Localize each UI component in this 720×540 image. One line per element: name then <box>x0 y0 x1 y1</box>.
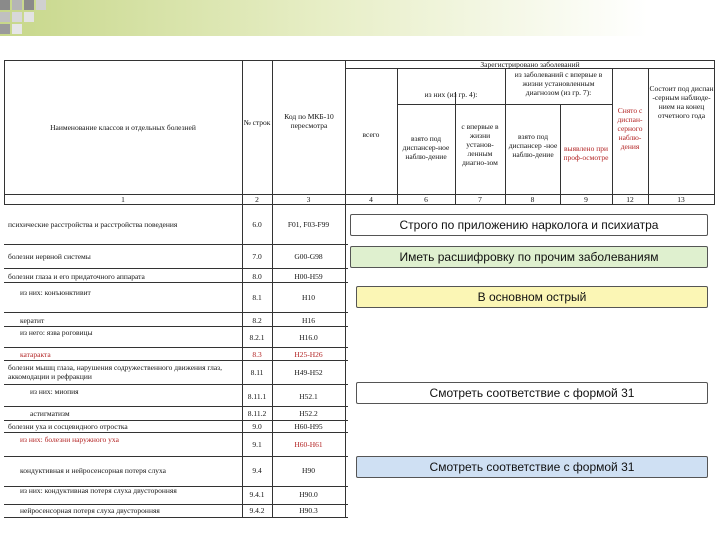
note-other: Иметь расшифровку по прочим заболеваниям <box>350 246 708 268</box>
note-form31-b: Смотреть соответствие с формой 31 <box>356 456 708 478</box>
row-code: H90 <box>302 466 315 475</box>
row-num: 6.0 <box>252 220 262 229</box>
row-num: 9.1 <box>252 440 262 449</box>
header-of-diseases: из заболеваний с впервые в жизни установленным диагнозом (из гр. 7): <box>514 70 603 97</box>
deco-square <box>0 0 10 10</box>
header-registered: Зарегистрировано заболеваний <box>480 60 580 69</box>
row-name: из них: болезни наружного уха <box>20 435 119 444</box>
header-first-time: с впервые в жизни установ-ленным диагно-зом <box>461 122 499 167</box>
row-name: болезни нервной системы <box>8 252 91 261</box>
row-name: болезни мышц глаза, нарушения содружественного движения глаз, аккомодации и рефракции <box>8 363 222 381</box>
header-consists: Состоит под диспан -серным наблюде-нием на конец отчетного года <box>649 84 714 120</box>
row-code: H49-H52 <box>294 368 323 377</box>
deco-square <box>12 24 22 34</box>
row-code: H52.1 <box>299 392 318 401</box>
col-number: 6 <box>424 195 428 204</box>
header-found-prof: выявлено при проф-осмотре <box>563 144 609 162</box>
slide-decoration <box>0 0 720 46</box>
row-num: 8.0 <box>252 272 262 281</box>
row-num: 8.11.2 <box>247 409 267 418</box>
col-number: 1 <box>121 195 125 204</box>
note-form31-a: Смотреть соответствие с формой 31 <box>356 382 708 404</box>
col-number: 8 <box>530 195 535 204</box>
statistics-table <box>0 60 720 540</box>
header-taken-dispensary2: взято под диспансер -ное наблю-дение <box>508 132 558 159</box>
row-num: 9.4 <box>252 466 262 475</box>
note-narcolog: Строго по приложению нарколога и психиатра <box>350 214 708 236</box>
row-num: 9.4.2 <box>249 506 265 515</box>
col-number: 13 <box>677 195 685 204</box>
row-num: 8.1 <box>252 293 262 302</box>
row-name: болезни глаза и его придаточного аппарата <box>8 272 145 281</box>
header-total: всего <box>362 130 380 139</box>
col-number: 4 <box>369 195 373 204</box>
deco-square <box>12 0 22 10</box>
row-num: 9.0 <box>252 422 262 431</box>
row-code: H60-H95 <box>294 422 323 431</box>
row-code: G00-G98 <box>294 252 323 261</box>
row-name: астигматизм <box>30 409 70 418</box>
row-code: H90.0 <box>299 490 318 499</box>
row-code: H10 <box>302 293 315 302</box>
deco-square <box>0 24 10 34</box>
note-acute: В основном острый <box>356 286 708 308</box>
header-gradient-bar <box>0 0 720 36</box>
col-number: 7 <box>478 195 482 204</box>
row-num: 8.2.1 <box>249 333 265 342</box>
col-number: 9 <box>584 195 588 204</box>
row-code: H16.0 <box>299 333 318 342</box>
row-name: из них: кондуктивная потеря слуха двусторонняя <box>20 486 177 495</box>
row-name: из него: язва роговицы <box>20 328 93 337</box>
row-num: 8.2 <box>252 316 262 325</box>
row-code: H52.2 <box>299 409 318 418</box>
row-code: F01, F03-F99 <box>287 220 330 229</box>
row-code: H60-H61 <box>294 440 323 449</box>
row-name: нейросенсорная потеря слуха двусторонняя <box>20 506 160 515</box>
deco-square <box>24 12 34 22</box>
row-num: 7.0 <box>252 252 262 261</box>
row-name: из них: конъюнктивит <box>20 288 91 297</box>
header-of-them: из них (из гр. 4): <box>424 90 478 99</box>
header-taken-dispensary: взято под диспансер-ное наблю-дение <box>402 134 450 161</box>
col-number: 3 <box>306 195 311 204</box>
row-code: H25-H26 <box>294 350 323 359</box>
row-code: H16 <box>302 316 315 325</box>
row-code: H90.3 <box>299 506 318 515</box>
col-number: 12 <box>626 195 634 204</box>
row-name: болезни уха и сосцевидного отростка <box>8 422 128 431</box>
row-num: 8.11 <box>250 368 264 377</box>
row-name: психические расстройства и расстройства поведения <box>8 220 178 229</box>
deco-square <box>0 12 10 22</box>
col-number: 2 <box>255 195 259 204</box>
row-name: из них: миопия <box>30 387 79 396</box>
header-name-col: Наименование классов и отдельных болезней <box>50 123 196 132</box>
row-num: 8.3 <box>252 350 262 359</box>
row-code: H00-H59 <box>294 272 323 281</box>
row-num: 9.4.1 <box>249 490 265 499</box>
row-name: кондуктивная и нейросенсорная потеря слуха <box>20 466 166 475</box>
deco-square <box>12 12 22 22</box>
row-name: кератит <box>20 316 45 325</box>
header-row-no: № строк <box>243 118 271 127</box>
header-removed: Снято с диспан-серного наблю-дения <box>617 106 643 151</box>
deco-square <box>36 0 46 10</box>
header-mkb-code: Код по МКБ-10 пересмотра <box>284 112 334 130</box>
row-num: 8.11.1 <box>247 392 267 401</box>
deco-square <box>24 0 34 10</box>
row-name: катаракта <box>20 350 51 359</box>
